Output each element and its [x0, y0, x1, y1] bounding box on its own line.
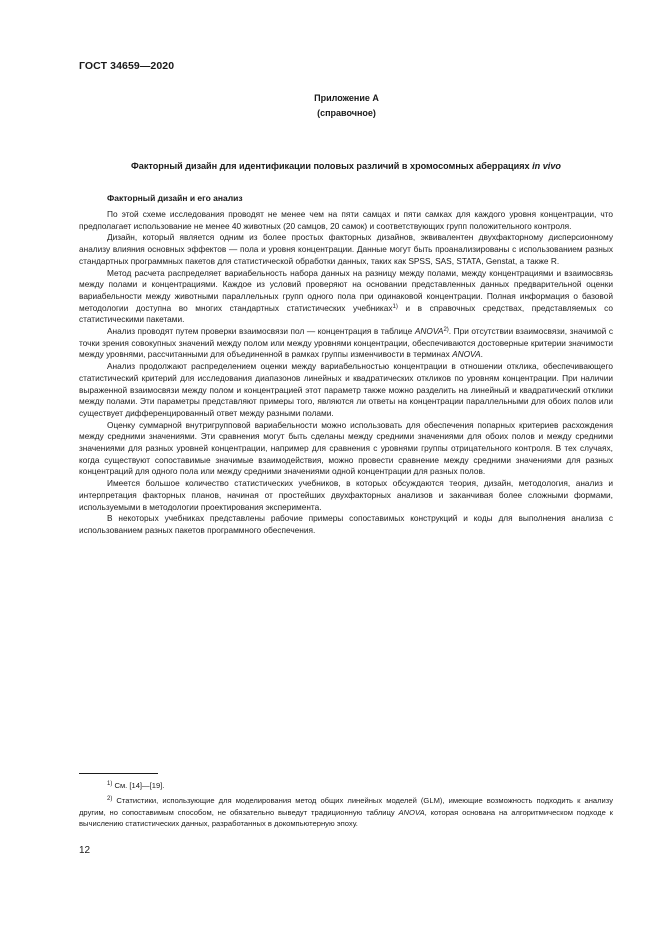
appendix-block	[0, 91, 661, 121]
anova-term: ANOVA	[452, 349, 481, 360]
footnote-divider	[79, 773, 158, 774]
footnote-2-text: Статистики, использующие для моделирования метод общих линейных моделей (GLM), имеющие возможность подходить к анализу другим, но сопоставимым способом, не обязательно выведут традиционную таблицу	[79, 796, 613, 817]
footnote-2-text-end: , которая основана на алгоритмическом подходе к вычислению статистических данных, разработанных в докомпьютерную эпоху.	[79, 807, 613, 829]
footnote-1-text: См. [14]—[19].	[112, 781, 165, 790]
body-text	[79, 209, 613, 537]
appendix-label: Приложение А	[314, 93, 379, 103]
appendix-title-italic: in vivo	[532, 161, 561, 171]
paragraph-1: По этой схеме исследования проводят не менее чем на пяти самцах и пяти самках для каждого уровня концентрации, что предполагает использование не менее 40 животных (20 самцов, 20 самок) и соответствующих групп положительного контроля.	[79, 209, 613, 231]
paragraph-7: Имеется большое количество статистических учебников, в которых обсуждаются теория, дизайн, методология, анализ и интерпретация факторных планов, начиная от простейших двухфакторных анализов и заканчивая более сложными формами, используемыми в методологии проектирования эксперимента.	[79, 478, 613, 512]
paragraph-3	[79, 268, 613, 327]
appendix-type: (справочное)	[317, 108, 376, 118]
footnote-ref-1: 1)	[392, 303, 398, 310]
footnote-ref-2: 2)	[443, 327, 449, 334]
appendix-title-text: Факторный дизайн для идентификации половых различий в хромосомных аберрациях	[131, 161, 530, 171]
paragraph-2: Дизайн, который является одним из более простых факторных дизайнов, эквивалентен двухфакторному дисперсионному анализу влияния основных эффектов — пола и уровня концентрации. Данные могут быть проанализированы с использованием разных стандартных программных пакетов для статистической обработки данных, таких как SPSS, SAS, STATA, Genstat, а также R.	[79, 232, 613, 266]
paragraph-5: Анализ продолжают распределением оценки между вариабельностью концентрации в отношении отклика, обеспечивающего статистический критерий для исследования диапазонов линейных и квадратических откликов по уровням концентрации. При наличии выраженной взаимосвязи между полом и концентрацией этот параметр также можно разделить на линейный и квадратический отклики между полами. Эти параметры представляют примеры того, являются ли ответы на концентрации параллельными для обоих полов или существует дифференцированный ответ между разными полами.	[79, 361, 613, 418]
standard-code: ГОСТ 34659—2020	[79, 60, 175, 72]
footnotes	[79, 780, 613, 830]
paragraph-4-text: Анализ проводят путем проверки взаимосвязи пол — концентрация в таблице	[107, 326, 415, 337]
page-number: 12	[79, 845, 91, 856]
paragraph-8: В некоторых учебниках представлены рабочие примеры сопоставимых конструкций и коды для выполнения анализа с использованием разных пакетов программного обеспечения.	[79, 513, 613, 535]
section-heading: Факторный дизайн и его анализ	[107, 193, 243, 203]
appendix-title	[66, 161, 626, 171]
paragraph-4	[79, 326, 613, 361]
anova-term: ANOVA	[398, 807, 425, 817]
paragraph-4-text-mid: . При отсутствии взаимосвязи, значимой с точки зрения совокупных значений между полом или между уровнями концентрации, обеспечиваются достоверные критерии значимости между уровнями, рассчитанными для объединенной в рамках группы изменчивости в терминах	[79, 326, 614, 360]
paragraph-3-text-end: и в справочных средствах, представляемых со статистическими пакетами.	[79, 302, 613, 325]
paragraph-6: Оценку суммарной внутригрупповой вариабельности можно использовать для обеспечения попарных критериев расхождения между средними значениями. Эти сравнения могут быть сделаны между средними значениями для обоих полов и между средними значениями для разных уровней концентрации, например для сравнения с уровнями группы отрицательного контроля. В тех случаях, когда существуют сопоставимые значимые взаимодействия, можно провести сравнение между средними значениями для разных концентраций для одного пола или между средними значениями одной концентрации для разных полов.	[79, 419, 613, 477]
footnote-2	[79, 795, 613, 829]
footnote-2-mark: 2)	[107, 796, 113, 803]
anova-term: ANOVA	[414, 326, 444, 337]
footnote-1-mark: 1)	[107, 781, 113, 787]
paragraph-3-text: Метод расчета распределяет вариабельность набора данных на разницу между полами, между концентрациями и взаимосвязь между полами и концентрациями. Каждое из условий проверяют на основании представленных данных предварительной оценки вариабельности между животными параллельных групп одного пола при одинаковой концентрации. Полная информация о базовой методологии доступна во многих стандартных статистических учебниках	[79, 267, 613, 313]
footnote-1	[79, 780, 613, 791]
paragraph-4-text-end: .	[480, 349, 483, 360]
